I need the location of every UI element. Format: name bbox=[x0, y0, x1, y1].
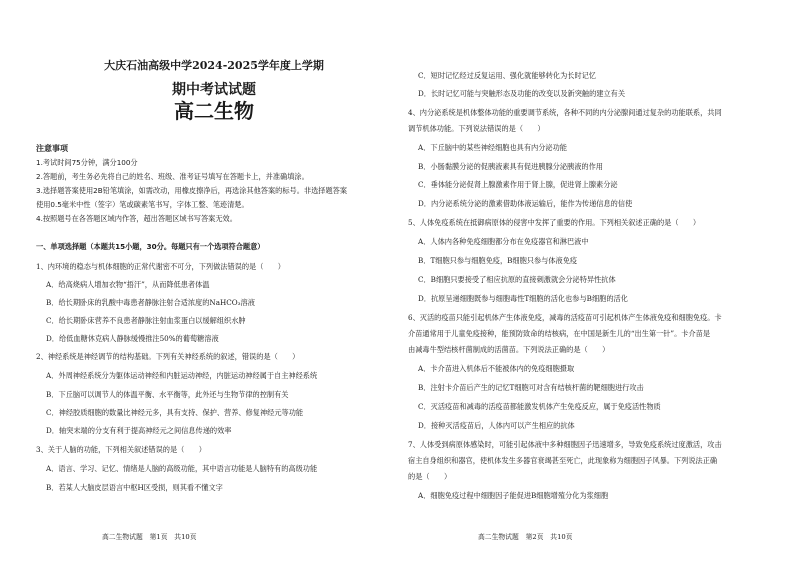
notes-item: 4.按照题号在各答题区域内作答，超出答题区域书写答案无效。 bbox=[36, 214, 237, 223]
question-4-option-a: A．下丘脑中的某些神经细胞也具有内分泌功能 bbox=[418, 143, 567, 152]
question-6-option-a: A．卡介苗进入机体后不能被体内的免疫细胞摄取 bbox=[418, 364, 575, 373]
question-4-option-b: B．小肠黏膜分泌的促胰液素具有促进胰腺分泌胰液的作用 bbox=[418, 162, 603, 171]
question-3-option-b: B．若某人大脑皮层语言中枢H区受损，则其看不懂文字 bbox=[46, 483, 223, 492]
question-7-stem: 的是（ ） bbox=[408, 472, 452, 481]
question-1-option-b: B．给长期卧床的乳酸中毒患者静脉注射合适浓度的NaHCO₃溶液 bbox=[46, 298, 255, 307]
question-2-stem: 2、神经系统是神经调节的结构基础。下列有关神经系统的叙述，错误的是（ ） bbox=[36, 352, 300, 361]
question-5-stem: 5、人体免疫系统在抵御病原体的侵害中发挥了重要的作用。下列相关叙述正确的是（ ） bbox=[408, 218, 701, 227]
question-1-stem: 1、内环境的稳态与机体细胞的正常代谢密不可分，下列做法错误的是（ ） bbox=[36, 262, 285, 271]
question-2-option-d: D．轴突末端的分支有利于提高神经元之间信息传递的效率 bbox=[46, 426, 232, 435]
question-1-option-a: A．给高烧病人增加衣物“捂汗”，从而降低患者体温 bbox=[46, 280, 210, 289]
question-4-stem: 4、内分泌系统是机体整体功能的重要调节系统，各种不同的内分泌腺间通过复杂的功能联系，共同 bbox=[408, 108, 722, 117]
question-2-option-a: A．外周神经系统分为躯体运动神经和内脏运动神经，内脏运动神经属于自主神经系统 bbox=[46, 371, 318, 380]
notes-item: 2.答题前，考生务必先将自己的姓名、班级、准考证号填写在答题卡上，并准确填涂。 bbox=[36, 172, 309, 181]
section-heading: 一、单项选择题（本题共15小题，30分。每题只有一个选项符合题意） bbox=[36, 242, 265, 251]
question-7-option-a: A．细胞免疫过程中细胞因子能促进B细胞增殖分化为浆细胞 bbox=[418, 491, 609, 500]
question-4-option-d: D．内分泌系统分泌的激素借助体液运输后，能作为传递信息的信使 bbox=[418, 199, 633, 208]
question-6-option-d: D．接种灭活疫苗后，人体内可以产生相应的抗体 bbox=[418, 421, 575, 430]
page-footer: 高二生物试题 第1页 共10页 bbox=[102, 533, 197, 541]
notes-item: 使用0.5毫米中性（签字）笔或碳素笔书写，字体工整、笔迹清楚。 bbox=[36, 200, 249, 209]
notes-item: 3.选择题答案使用2B铅笔填涂，如需改动，用橡皮擦净后，再选涂其他答案的标号。非选择题答案 bbox=[36, 186, 348, 195]
question-2-option-b: B．下丘脑可以调节人的体温平衡、水平衡等，此外还与生物节律的控制有关 bbox=[46, 390, 289, 399]
question-5-option-a: A．人体内各种免疫细胞都分布在免疫器官和淋巴液中 bbox=[418, 237, 589, 246]
question-4-stem: 调节机体功能。下列说法错误的是（ ） bbox=[408, 124, 545, 133]
question-5-option-d: D．抗原呈递细胞既参与细胞毒性T细胞的活化也参与B细胞的活化 bbox=[418, 294, 628, 303]
question-4-option-c: C．垂体能分泌促肾上腺激素作用于肾上腺，促进肾上腺素分泌 bbox=[418, 180, 618, 189]
question-7-stem: 7、人体受到病原体感染时，可能引起体液中多种细胞因子迅速增多，导致免疫系统过度激活，攻击 bbox=[408, 440, 722, 449]
subject-title: 高二生物 bbox=[174, 99, 254, 123]
question-3-option-c: C．短时记忆经过反复运用、强化就能够转化为长时记忆 bbox=[418, 71, 597, 80]
question-5-option-c: C．B细胞只要接受了相应抗原的直接刺激就会分泌特异性抗体 bbox=[418, 275, 616, 284]
question-5-option-b: B．T细胞只参与细胞免疫，B细胞只参与体液免疫 bbox=[418, 256, 578, 265]
question-6-stem: 由减毒牛型结核杆菌制成的活菌苗。下列说法正确的是（ ） bbox=[408, 345, 610, 354]
question-7-stem: 宿主自身组织和器官，使机体发生多器官衰竭甚至死亡，此现象称为细胞因子风暴。下列说法正确 bbox=[408, 456, 718, 465]
question-6-stem: 介苗通常用于儿童免疫接种，能预防致命的结核病，在中国是新生儿的“出生第一针”。卡介苗是 bbox=[408, 329, 711, 338]
right-page bbox=[408, 0, 770, 561]
question-6-stem: 6、灭活的疫苗只能引起机体产生体液免疫，减毒的活疫苗可引起机体产生体液免疫和细胞免疫。卡 bbox=[408, 313, 722, 322]
notes-title: 注意事项 bbox=[36, 144, 68, 153]
question-3-option-d: D．长时记忆可能与突触形态及功能的改变以及新突触的建立有关 bbox=[418, 89, 626, 98]
question-3-stem: 3、关于人脑的功能，下列相关叙述错误的是（ ） bbox=[36, 445, 206, 454]
question-1-option-c: C．给长期卧床营养不良患者静脉注射血浆蛋白以缓解组织水肿 bbox=[46, 316, 246, 325]
question-6-option-b: B．注射卡介苗后产生的记忆T细胞可对含有结核杆菌的靶细胞进行攻击 bbox=[418, 383, 644, 392]
page-footer: 高二生物试题 第2页 共10页 bbox=[478, 533, 573, 541]
question-3-option-a: A．语言、学习、记忆、情绪是人脑的高级功能，其中语言功能是人脑特有的高级功能 bbox=[46, 464, 318, 473]
notes-item: 1.考试时间75分钟，满分100分 bbox=[36, 158, 138, 167]
left-page bbox=[36, 0, 392, 561]
exam-title: 期中考试试题 bbox=[172, 82, 256, 98]
question-2-option-c: C．神经胶质细胞的数量比神经元多，具有支持、保护、营养、修复神经元等功能 bbox=[46, 408, 304, 417]
school-title: 大庆石油高级中学2024-2025学年度上学期 bbox=[104, 59, 324, 72]
question-6-option-c: C．灭活疫苗和减毒的活疫苗都能激发机体产生免疫反应，属于免疫活性物质 bbox=[418, 402, 661, 411]
question-1-option-d: D．给低血糖休克病人静脉缓慢推注50%的葡萄糖溶液 bbox=[46, 334, 219, 343]
